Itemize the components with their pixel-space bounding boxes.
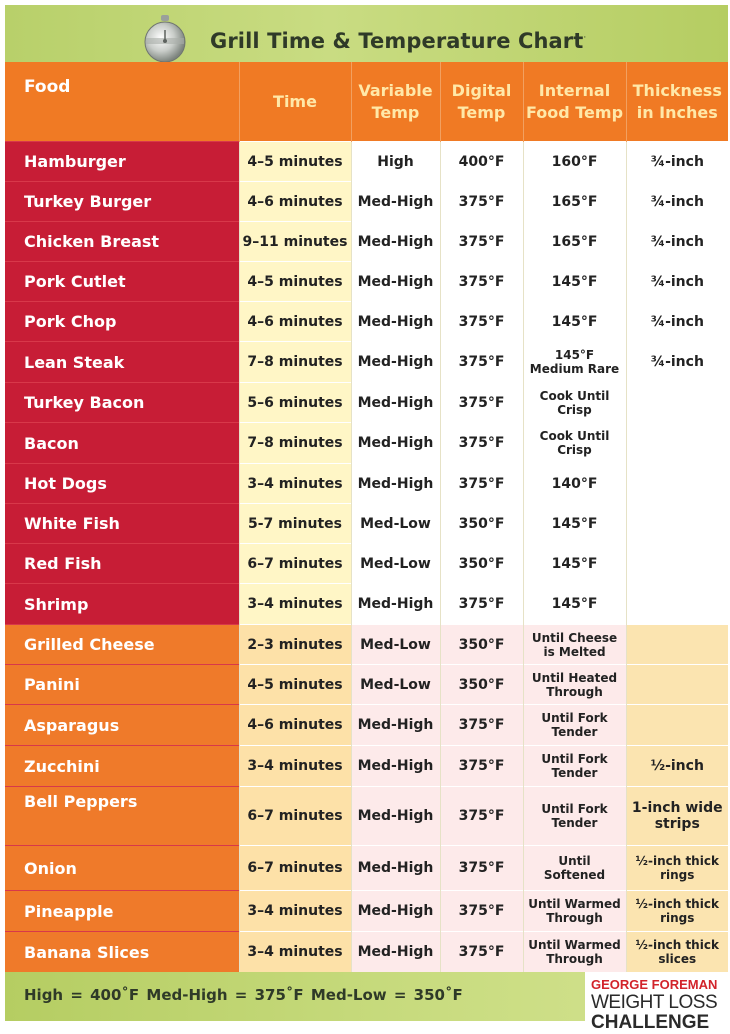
cook-time-cell: 4–6 minutes [239,705,351,746]
cook-time-cell: 2–3 minutes [239,625,351,665]
internal-temp-cell: Until Cheese is Melted [523,625,626,665]
grill-time-table [5,62,728,973]
digital-temp-cell: 350°F [440,504,523,544]
brand-name: GEORGE FOREMAN [591,977,718,992]
digital-temp-column-header: Digital Temp [440,62,523,142]
table-header-row [5,62,728,142]
cook-time-cell: 4–6 minutes [239,302,351,342]
thickness-cell: ¾-inch [626,262,728,302]
variable-temp-cell: Med-High [351,423,440,464]
variable-temp-cell: Med-High [351,787,440,846]
digital-temp-cell: 375°F [440,302,523,342]
internal-temp-cell: 145°F [523,584,626,625]
table-row [5,746,728,787]
thickness-cell: 1-inch wide strips [626,787,728,846]
food-name-cell: Lean Steak [5,342,239,383]
variable-temp-cell: Med-High [351,464,440,504]
thickness-cell: ½-inch thick slices [626,932,728,973]
table-row [5,142,728,182]
table-row [5,222,728,262]
internal-temp-cell: 140°F [523,464,626,504]
variable-temp-cell: Med-High [351,383,440,423]
digital-temp-cell: 375°F [440,342,523,383]
variable-temp-cell: Med-Low [351,665,440,705]
thickness-cell: ¾-inch [626,142,728,182]
thickness-cell: ¾-inch [626,222,728,262]
digital-temp-cell: 375°F [440,891,523,932]
internal-temp-cell: Until Fork Tender [523,746,626,787]
thickness-cell [626,464,728,504]
food-name-cell: Asparagus [5,705,239,746]
table-row [5,182,728,222]
food-name-cell: Onion [5,846,239,891]
thickness-cell [626,665,728,705]
food-name-cell: Zucchini [5,746,239,787]
egg-timer-icon [143,14,187,64]
digital-temp-cell: 375°F [440,262,523,302]
thickness-cell [626,423,728,464]
variable-temp-cell: Med-High [351,932,440,973]
table-row [5,262,728,302]
variable-temp-cell: Med-Low [351,504,440,544]
food-name-cell: Panini [5,665,239,705]
internal-temp-cell: Until Heated Through [523,665,626,705]
cook-time-cell: 3–4 minutes [239,891,351,932]
table-row [5,846,728,891]
cook-time-cell: 3–4 minutes [239,464,351,504]
digital-temp-cell: 375°F [440,705,523,746]
thickness-cell [626,504,728,544]
cook-time-cell: 6–7 minutes [239,544,351,584]
food-name-cell: Grilled Cheese [5,625,239,665]
thickness-column-header: Thickness in Inches [626,62,728,142]
food-name-cell: Chicken Breast [5,222,239,262]
internal-temp-cell: 145°F [523,544,626,584]
brand-logo [585,972,728,1033]
cook-time-cell: 5–6 minutes [239,383,351,423]
thickness-cell: ½-inch thick rings [626,891,728,932]
variable-temp-cell: Med-High [351,302,440,342]
food-name-cell: Pork Chop [5,302,239,342]
thickness-cell: ¾-inch [626,302,728,342]
page-title: Grill Time & Temperature Chart· [210,29,587,53]
variable-temp-cell: Med-High [351,342,440,383]
cook-time-cell: 7–8 minutes [239,423,351,464]
internal-temp-cell: 145°F [523,504,626,544]
thickness-cell [626,544,728,584]
digital-temp-cell: 375°F [440,746,523,787]
food-name-cell: Hot Dogs [5,464,239,504]
table-row [5,342,728,383]
digital-temp-cell: 375°F [440,383,523,423]
food-name-cell: Bacon [5,423,239,464]
food-name-cell: Turkey Burger [5,182,239,222]
brand-tagline-bottom: CHALLENGE [591,1012,710,1033]
internal-temp-cell: Until Warmed Through [523,932,626,973]
table-row [5,383,728,423]
variable-temp-cell: Med-Low [351,544,440,584]
digital-temp-cell: 400°F [440,142,523,182]
variable-temp-cell: Med-High [351,705,440,746]
internal-temp-cell: Cook Until Crisp [523,383,626,423]
thickness-cell [626,705,728,746]
table-row [5,544,728,584]
digital-temp-cell: 375°F [440,464,523,504]
digital-temp-cell: 375°F [440,222,523,262]
cook-time-cell: 6–7 minutes [239,846,351,891]
table-row [5,464,728,504]
table-row [5,584,728,625]
internal-temp-cell: 160°F [523,142,626,182]
digital-temp-cell: 375°F [440,932,523,973]
table-row [5,932,728,973]
food-name-cell: Bell Peppers [5,787,239,846]
cook-time-cell: 4–5 minutes [239,262,351,302]
digital-temp-cell: 350°F [440,665,523,705]
digital-temp-cell: 375°F [440,846,523,891]
temperature-legend: High = 400˚F Med-High = 375˚F Med-Low = 350˚F [24,986,463,1004]
thickness-cell [626,625,728,665]
variable-temp-cell: Med-High [351,584,440,625]
internal-temp-cell: Until Warmed Through [523,891,626,932]
variable-temp-cell: High [351,142,440,182]
internal-temp-cell: 165°F [523,222,626,262]
food-name-cell: Shrimp [5,584,239,625]
food-name-cell: Pork Cutlet [5,262,239,302]
variable-temp-cell: Med-High [351,746,440,787]
thickness-cell: ¾-inch [626,342,728,383]
internal-temp-cell: Cook Until Crisp [523,423,626,464]
food-column-header: Food [5,62,239,142]
digital-temp-cell: 350°F [440,544,523,584]
thickness-cell: ½-inch thick rings [626,846,728,891]
internal-temp-cell: Until Softened [523,846,626,891]
food-name-cell: Turkey Bacon [5,383,239,423]
thickness-cell: ½-inch [626,746,728,787]
cook-time-cell: 4–5 minutes [239,142,351,182]
internal-temp-cell: 145°F [523,262,626,302]
table-row [5,625,728,665]
variable-temp-cell: Med-High [351,891,440,932]
cook-time-cell: 3–4 minutes [239,584,351,625]
thickness-cell [626,584,728,625]
cook-time-cell: 4–6 minutes [239,182,351,222]
thickness-cell: ¾-inch [626,182,728,222]
internal-temp-cell: Until Fork Tender [523,705,626,746]
cook-time-cell: 4–5 minutes [239,665,351,705]
title-bar [5,5,728,62]
variable-temp-cell: Med-High [351,182,440,222]
cook-time-cell: 9–11 minutes [239,222,351,262]
cook-time-cell: 6–7 minutes [239,787,351,846]
food-name-cell: Pineapple [5,891,239,932]
digital-temp-cell: 350°F [440,625,523,665]
variable-temp-cell: Med-High [351,846,440,891]
variable-temp-cell: Med-High [351,222,440,262]
table-row [5,787,728,846]
thickness-cell [626,383,728,423]
internal-food-temp-column-header: Internal Food Temp [523,62,626,142]
table-row [5,423,728,464]
digital-temp-cell: 375°F [440,423,523,464]
internal-temp-cell: 145°F [523,302,626,342]
cook-time-cell: 7–8 minutes [239,342,351,383]
variable-temp-cell: Med-High [351,262,440,302]
digital-temp-cell: 375°F [440,787,523,846]
table-body [5,142,728,973]
time-column-header: Time [239,62,351,142]
table-row [5,705,728,746]
digital-temp-cell: 375°F [440,182,523,222]
food-name-cell: Hamburger [5,142,239,182]
table-row [5,891,728,932]
cook-time-cell: 3–4 minutes [239,932,351,973]
digital-temp-cell: 375°F [440,584,523,625]
internal-temp-cell: 145°F Medium Rare [523,342,626,383]
footer-bar [5,972,728,1033]
internal-temp-cell: Until Fork Tender [523,787,626,846]
internal-temp-cell: 165°F [523,182,626,222]
table-row [5,302,728,342]
food-name-cell: Red Fish [5,544,239,584]
brand-tagline: WEIGHT LOSS [591,992,718,1013]
variable-temp-cell: Med-Low [351,625,440,665]
variable-temp-column-header: Variable Temp [351,62,440,142]
cook-time-cell: 3–4 minutes [239,746,351,787]
table-row [5,665,728,705]
food-name-cell: White Fish [5,504,239,544]
food-name-cell: Banana Slices [5,932,239,973]
cook-time-cell: 5-7 minutes [239,504,351,544]
table-row [5,504,728,544]
